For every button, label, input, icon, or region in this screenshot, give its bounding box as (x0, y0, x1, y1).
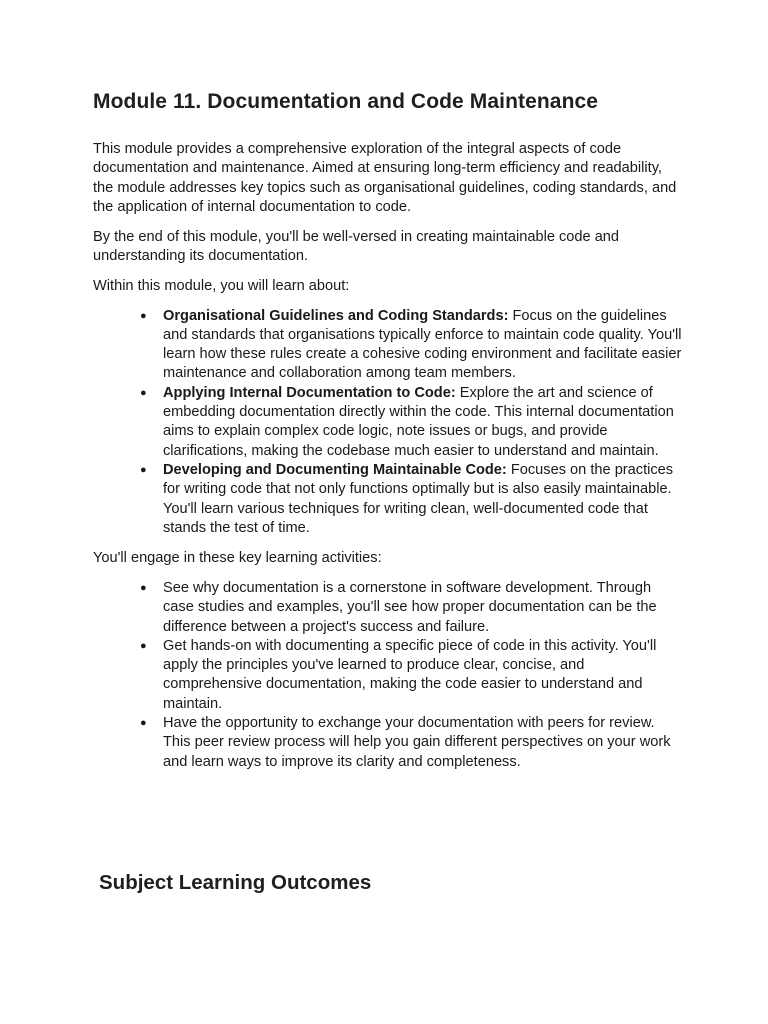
intro-paragraph-1: This module provides a comprehensive exploration of the integral aspects of code documentation and maintenance. Aimed at ensuring long-term efficiency and readability, the module addresses key topics such as organisational guidelines, coding standards, and the application of internal documentation to code. (93, 141, 677, 215)
bullet-icon: ● (140, 639, 147, 652)
list-item (140, 461, 683, 538)
topic-title: Developing and Documenting Maintainable Code: (163, 461, 507, 478)
list-item (140, 307, 683, 384)
list-item (140, 714, 683, 772)
bullet-icon: ● (140, 463, 147, 476)
section-heading: Subject Learning Outcomes (99, 871, 372, 894)
bullet-icon: ● (140, 717, 147, 730)
activity-text: Get hands-on with documenting a specific piece of code in this activity. You'll apply the principles you've learned to produce clear, concise, and comprehensive documentation, making the code easier to understand and maintain. (163, 637, 657, 712)
activities-lead-in: You'll engage in these key learning activities: (93, 550, 382, 567)
list-item (140, 579, 683, 637)
list-item (140, 637, 683, 714)
bullet-icon: ● (140, 309, 147, 322)
bullet-icon: ● (140, 386, 147, 399)
topic-description: Focus on the guidelines and standards that organisations typically enforce to maintain code quality. You'll learn how these rules create a cohesive coding environment and facilitate easier maintenance and collaboration among team members. (163, 307, 682, 382)
activities-list (93, 579, 683, 772)
topic-description: Explore the art and science of embedding documentation directly within the code. This internal documentation aims to explain complex code logic, note issues or bugs, and provide clarifications, making the codebase much easier to understand and maintain. (163, 384, 674, 459)
list-item (140, 384, 683, 461)
bullet-icon: ● (140, 581, 147, 594)
topic-title: Applying Internal Documentation to Code: (163, 384, 456, 401)
topic-title: Organisational Guidelines and Coding Standards: (163, 307, 509, 324)
module-body (93, 140, 683, 783)
activity-text: Have the opportunity to exchange your documentation with peers for review. This peer review process will help you gain different perspectives on your work and learn ways to improve its clarity and completeness. (163, 715, 671, 770)
topic-description: Focuses on the practices for writing code that not only functions optimally but is also easily maintainable. You'll learn various techniques for writing clean, well-documented code that stands the test of time. (163, 461, 674, 536)
activity-text: See why documentation is a cornerstone in software development. Through case studies and examples, you'll see how proper documentation can be the difference between a project's success and failure. (163, 579, 657, 635)
intro-paragraph-2: By the end of this module, you'll be well-versed in creating maintainable code and understanding its documentation. (93, 228, 620, 264)
topics-lead-in: Within this module, you will learn about: (93, 277, 350, 294)
topics-list (93, 307, 683, 539)
page-title: Module 11. Documentation and Code Maintenance (93, 90, 599, 113)
